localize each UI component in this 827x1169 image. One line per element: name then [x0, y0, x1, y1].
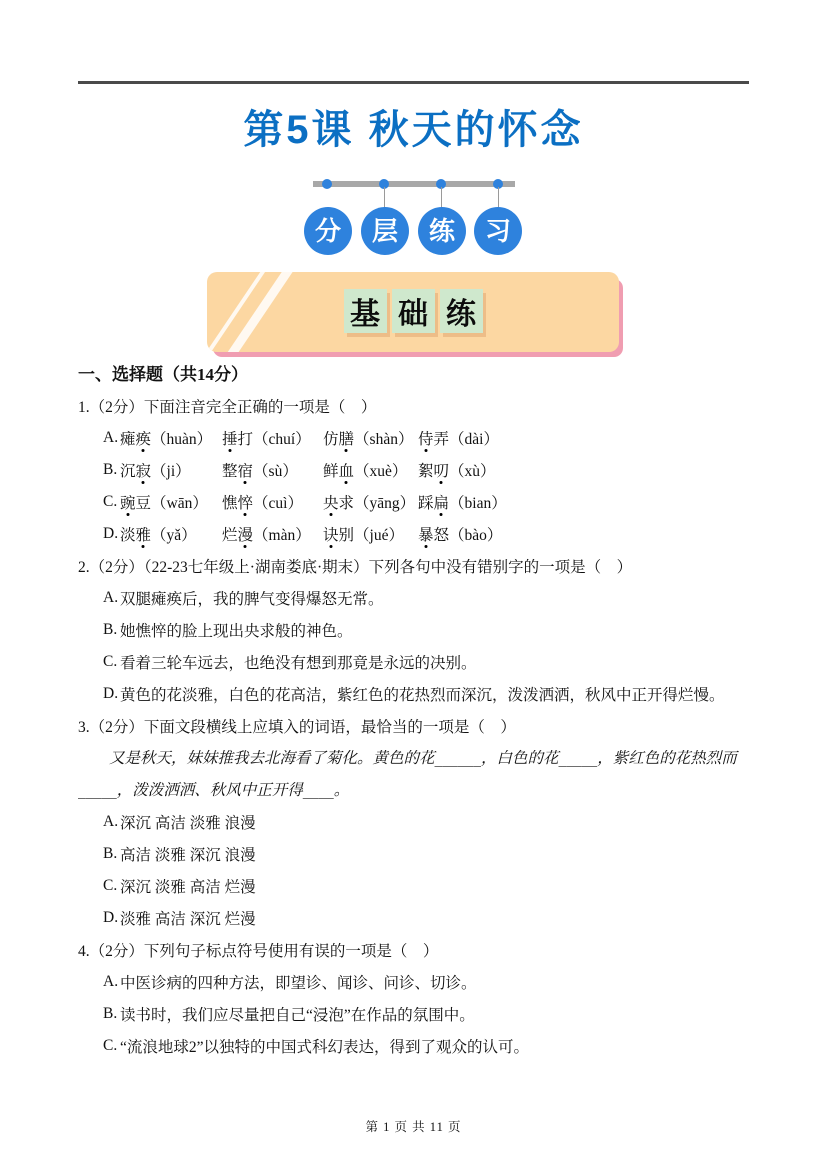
circle-char: 层	[361, 207, 409, 255]
option-term: 淡雅（yǎ）	[120, 523, 222, 545]
option-text: 看着三轮车远去，也绝没有想到那竟是永远的决别。	[120, 655, 477, 672]
option-term: 侍弄（dài）	[418, 427, 499, 449]
emphasized-char: 暴	[418, 523, 434, 545]
option-label: A.	[103, 429, 119, 446]
option-term: 絮叨（xù）	[418, 459, 496, 481]
option-label: B.	[103, 845, 118, 862]
question-stem: 2.（2分）（22-23七年级上·湖南娄底·期末）下列各句中没有错别字的一项是（ ）	[78, 559, 633, 576]
option-row	[78, 614, 754, 646]
questions	[78, 390, 754, 1062]
option-row	[78, 838, 754, 870]
emphasized-char: 痪	[136, 427, 152, 449]
banner-tile: 练	[440, 289, 483, 333]
emphasized-char: 漫	[238, 523, 254, 545]
option-term: 瘫痪（huàn）	[120, 427, 222, 449]
option-term: 捶打（chuí）	[222, 427, 323, 449]
basic-practice-banner	[207, 272, 619, 352]
option-term: 仿膳（shàn）	[323, 427, 418, 449]
emphasized-char: 捶	[222, 427, 238, 449]
option-text: 双腿瘫痪后，我的脾气变得爆怒无常。	[120, 591, 384, 608]
emphasized-char: 叨	[434, 459, 450, 481]
option-row	[78, 806, 754, 838]
option-row	[78, 966, 754, 998]
emphasized-char: 血	[339, 459, 355, 481]
option-term: 暴怒（bào）	[418, 523, 502, 545]
emphasized-char: 央	[323, 491, 339, 513]
emphasized-char: 雅	[136, 523, 152, 545]
option-label: D.	[103, 685, 119, 702]
option-row	[78, 646, 754, 678]
question-stem: 4.（2分）下列句子标点符号使用有误的一项是（ ）	[78, 943, 439, 960]
option-term: 鲜血（xuè）	[323, 459, 418, 481]
option-label: A.	[103, 589, 119, 606]
emphasized-char: 豌	[120, 491, 136, 513]
circle-char: 分	[304, 207, 352, 255]
emphasized-char: 诀	[323, 523, 339, 545]
hanging-line	[441, 187, 442, 208]
option-row	[78, 454, 754, 486]
option-label: A.	[103, 813, 119, 830]
emphasized-char: 膳	[339, 427, 355, 449]
emphasized-char: 侍	[418, 427, 434, 449]
section-heading: 一、选择题（共14分）	[78, 365, 248, 384]
option-row	[78, 1030, 754, 1062]
option-row	[78, 422, 754, 454]
banner-tile: 基	[344, 289, 387, 333]
option-label: C.	[103, 1037, 118, 1054]
hanging-line	[384, 187, 385, 208]
banner-tiles	[207, 289, 619, 333]
option-row	[78, 902, 754, 934]
option-term: 整宿（sù）	[222, 459, 323, 481]
option-label: C.	[103, 653, 118, 670]
banner-tile: 础	[392, 289, 435, 333]
option-label: D.	[103, 525, 119, 542]
option-row	[78, 998, 754, 1030]
question-stem: 3.（2分）下面文段横线上应填入的词语，最恰当的一项是（ ）	[78, 719, 516, 736]
option-text: 深沉 高洁 淡雅 浪漫	[120, 815, 256, 832]
option-term: 烂漫（màn）	[222, 523, 323, 545]
option-text: “流浪地球2”以独特的中国式科幻表达，得到了观众的认可。	[120, 1039, 530, 1056]
option-term: 央求（yāng）	[323, 491, 418, 513]
option-text: 读书时，我们应尽量把自己“浸泡”在作品的氛围中。	[120, 1007, 475, 1024]
option-text: 高洁 淡雅 深沉 浪漫	[120, 847, 256, 864]
emphasized-char: 悴	[238, 491, 254, 513]
option-text: 黄色的花淡雅，白色的花高洁，紫红色的花热烈而深沉，泼泼洒洒，秋风中正开得烂慢。	[120, 687, 725, 704]
question-passage: 又是秋天，妹妹推我去北海看了菊化。黄色的花______，白色的花_____，紫红色的花热烈而_____，泼泼洒洒、秋风中正开得____。	[78, 749, 737, 799]
option-label: B.	[103, 1005, 118, 1022]
option-term: 憔悴（cuì）	[222, 491, 323, 513]
decor-bar	[313, 181, 515, 187]
option-label: B.	[103, 621, 118, 638]
option-row	[78, 678, 754, 710]
emphasized-char: 寂	[136, 459, 152, 481]
option-row	[78, 582, 754, 614]
top-divider	[78, 81, 749, 84]
option-label: B.	[103, 461, 118, 478]
option-term: 诀别（jué）	[323, 523, 418, 545]
circle-char: 习	[474, 207, 522, 255]
page-footer: 第 1 页 共 11 页	[365, 1120, 462, 1134]
hanging-line	[498, 187, 499, 208]
question-stem: 1.（2分）下面注音完全正确的一项是（ ）	[78, 399, 377, 416]
option-row	[78, 518, 754, 550]
option-label: D.	[103, 909, 119, 926]
circle-char: 练	[418, 207, 466, 255]
option-text: 淡雅 高洁 深沉 烂漫	[120, 911, 256, 928]
option-label: C.	[103, 877, 118, 894]
option-term: 沉寂（ji）	[120, 459, 222, 481]
option-label: A.	[103, 973, 119, 990]
emphasized-char: 扁	[434, 491, 450, 513]
option-text: 深沉 淡雅 高洁 烂漫	[120, 879, 256, 896]
option-term: 豌豆（wān）	[120, 491, 222, 513]
emphasized-char: 宿	[238, 459, 254, 481]
page-title: 第5课 秋天的怀念	[243, 108, 584, 152]
option-row	[78, 486, 754, 518]
option-text: 中医诊病的四种方法，即望诊、闻诊、问诊、切诊。	[120, 975, 477, 992]
bar-dot-icon	[322, 179, 332, 189]
decor-banner	[0, 181, 827, 261]
option-text: 她憔悴的脸上现出央求般的神色。	[120, 623, 353, 640]
option-label: C.	[103, 493, 118, 510]
option-term: 踩扁（bian）	[418, 491, 507, 513]
option-row	[78, 870, 754, 902]
